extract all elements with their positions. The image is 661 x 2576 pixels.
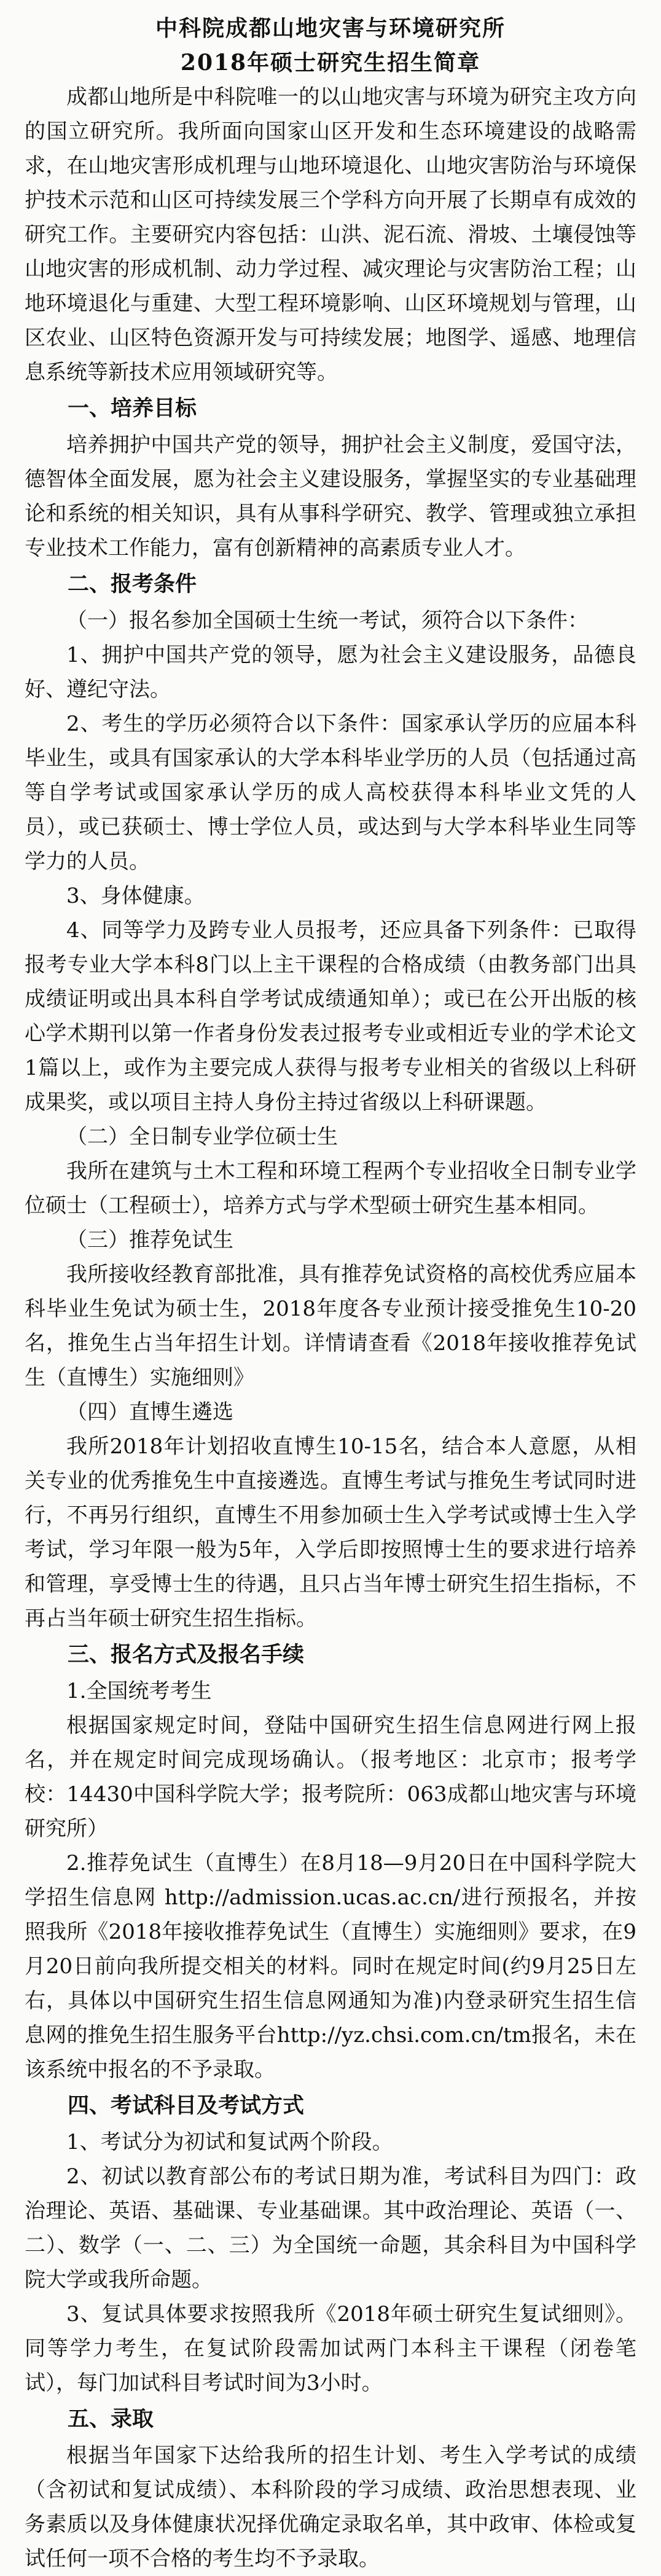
heading-exam-subjects: 四、考试科目及考试方式 [68, 2093, 305, 2118]
title-institute: 中科院成都山地灾害与环境研究所 [155, 15, 506, 41]
training-goal-paragraph: 培养拥护中国共产党的领导，拥护社会主义制度，爱国守法，德智体全面发展，愿为社会主义建设服务，掌握坚实的专业基础理论和系统的相关知识，具有从事科学研究、教学、管理或独立承担专业技术工作能力，富有创新精神的高素质专业人才。 [25, 433, 636, 560]
subheading-direct-phd: （四）直博生遴选 [66, 1400, 233, 1424]
heading-training-goal: 一、培养目标 [68, 396, 197, 421]
national-exam-registration-paragraph: 根据国家规定时间，登陆中国研究生招生信息网进行网上报名，并在规定时间完成现场确认。（报考地区：北京市；报考学校：14430中国科学院大学；报考院所：063成都山地灾害与环境研究所） [25, 1713, 636, 1841]
eligibility-item-2: 2、考生的学历必须符合以下条件：国家承认学历的应届本科毕业生，或具有国家承认的大学本科毕业学历的人员（包括通过高等自学考试或国家承认学历的成人高校获得本科毕业文凭的人员），或已获硕士、博士学位人员，或达到与大学本科毕业生同等学力的人员。 [25, 712, 636, 874]
exam-item-1: 1、考试分为初试和复试两个阶段。 [66, 2130, 393, 2154]
heading-registration: 三、报名方式及报名手续 [68, 1642, 305, 1667]
recommended-exempt-paragraph: 我所接收经教育部批准，具有推荐免试资格的高校优秀应届本科毕业生免试为硕士生，2018年度各专业预计接受推免生10-20名，推免生占当年招生计划。详情请查看《2018年接收推荐免试生（直博生）实施细则》 [25, 1262, 636, 1390]
subheading-recommended-exempt: （三）推荐免试生 [66, 1228, 233, 1252]
heading-eligibility: 二、报考条件 [68, 571, 197, 597]
eligibility-item-1: 1、拥护中国共产党的领导，愿为社会主义建设服务，品德良好、遵纪守法。 [25, 643, 636, 702]
eligibility-item-3: 3、身体健康。 [66, 884, 205, 908]
exempt-registration-paragraph: 2.推荐免试生（直博生）在8月18—9月20日在中国科学院大学招生信息网 http://admission.ucas.ac.cn/进行预报名，并按照我所《2018年接收推荐免试生（直博生）实施细则》要求，在9月20日前向我所提交相关的材料。同时在规定时间(约9月25日左右，具体以中国研究生招生信息网通知为准)内登录研究生招生信息网的推免生招生服务平台http://yz.chsi.com.cn/tm报名，未在该系统中报名的不予录取。 [25, 1851, 636, 2082]
intro-paragraph: 成都山地所是中科院唯一的以山地灾害与环境为研究主攻方向的国立研究所。我所面向国家山区开发和生态环境建设的战略需求，在山地灾害形成机理与山地环境退化、山地灾害防治与环境保护技术示范和山区可持续发展三个学科方向开展了长期卓有成效的研究工作。主要研究内容包括：山洪、泥石流、滑坡、土壤侵蚀等山地灾害的形成机制、动力学过程、减灾理论与灾害防治工程；山地环境退化与重建、大型工程环境影响、山区环境规划与管理，山区农业、山区特色资源开发与可持续发展；地图学、遥感、地理信息系统等新技术应用领域研究等。 [25, 85, 636, 385]
subheading-professional-degree: （二）全日制专业学位硕士生 [66, 1125, 338, 1149]
exam-item-2: 2、初试以教育部公布的考试日期为准，考试科目为四门：政治理论、英语、基础课、专业基础课。其中政治理论、英语（一、二）、数学（一、二、三）为全国统一命题，其余科目为中国科学院大学或我所命题。 [25, 2164, 636, 2292]
eligibility-national-exam: （一）报名参加全国硕士生统一考试，须符合以下条件： [66, 608, 589, 633]
eligibility-item-4: 4、同等学力及跨专业人员报考，还应具备下列条件：已取得报考专业大学本科8门以上主干课程的合格成绩（由教务部门出具成绩证明或出具本科自学考试成绩通知单）；或已在公开出版的核心学术期刊以第一作者身份发表过报考专业或相近专业的学术论文1篇以上，或作为主要完成人获得与报考专业相关的省级以上科研成果奖，或以项目主持人身份主持过省级以上科研课题。 [25, 918, 636, 1115]
professional-degree-paragraph: 我所在建筑与土木工程和环境工程两个专业招收全日制专业学位硕士（工程硕士），培养方式与学术型硕士研究生基本相同。 [25, 1159, 636, 1218]
direct-phd-paragraph: 我所2018年计划招收直博生10-15名，结合本人意愿，从相关专业的优秀推免生中直接遴选。直博生考试与推免生考试同时进行，不再另行组织，直博生不用参加硕士生入学考试或博士生入学考试，学习年限一般为5年，入学后即按照博士生的要求进行培养和管理，享受博士生的待遇，且只占当年博士研究生招生指标，不再占当年硕士研究生招生指标。 [25, 1434, 636, 1631]
title-admission-brochure: 2018年硕士研究生招生简章 [180, 50, 481, 76]
admission-paragraph: 根据当年国家下达给我所的招生计划、考生入学考试的成绩（含初试和复试成绩）、本科阶段的学习成绩、政治思想表现、业务素质以及身体健康状况择优确定录取名单，其中政审、体检或复试任何一项不合格的考生均不予录取。 [25, 2443, 636, 2571]
subheading-national-exam-candidates: 1.全国统考考生 [66, 1679, 212, 1703]
heading-admission: 五、录取 [68, 2406, 154, 2432]
exam-item-3: 3、复试具体要求按照我所《2018年硕士研究生复试细则》。同等学力考生，在复试阶段需加试两门本科主干课程（闭卷笔试），每门加试科目考试时间为3小时。 [25, 2302, 636, 2395]
